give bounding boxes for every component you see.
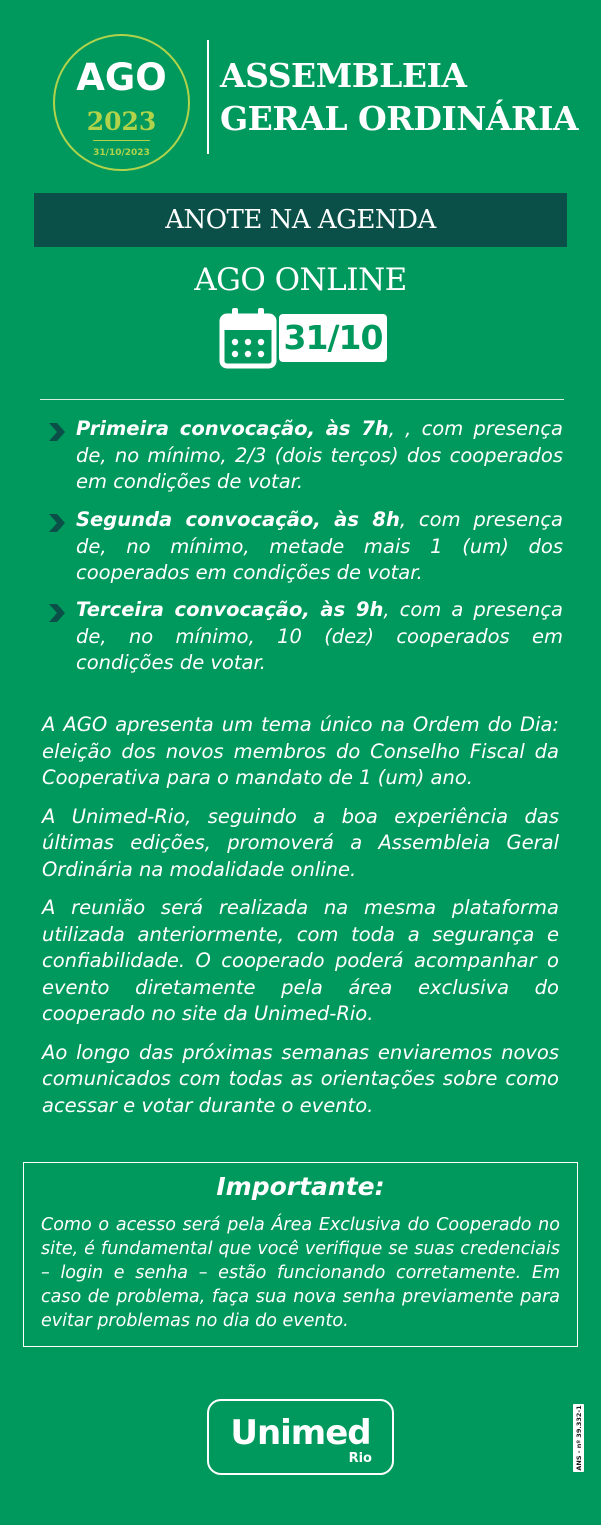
convocation-item — [45, 597, 563, 677]
ago-online-heading: AGO ONLINE — [194, 262, 407, 298]
convocation-lead: Terceira convocação, às 9h — [76, 598, 384, 621]
convocation-rest: , com a presença de, no mínimo, 10 (dez) cooperados em condições de votar. — [76, 598, 563, 674]
ago-badge — [53, 34, 190, 171]
badge-ago-label: AGO — [76, 56, 167, 99]
paragraph: A AGO apresenta um tema único na Ordem do Dia: eleição dos novos membros do Conselho Fiscal da Cooperativa para o mandato de 1 (um) ano. — [42, 713, 559, 789]
chevron-right-icon — [45, 602, 67, 624]
important-title: Importante: — [216, 1172, 385, 1201]
badge-year: 2023 — [86, 107, 157, 136]
calendar-icon — [218, 306, 278, 370]
section-divider — [40, 399, 564, 400]
logo-name: Unimed — [230, 1413, 371, 1453]
chevron-right-icon — [45, 512, 67, 534]
chevron-right-icon — [45, 421, 67, 443]
convocation-rest: , com presença de, no mínimo, metade mais 1 (um) dos cooperados em condições de votar. — [76, 508, 563, 584]
important-text: Como o acesso será pela Área Exclusiva do Cooperado no site, é fundamental que você verifique se suas credenciais – login e senha – estão funcionando corretamente. Em caso de problema, faça sua nova senha previamente para evitar problemas no dia do evento. — [41, 1215, 560, 1331]
event-date-badge — [279, 314, 387, 362]
paragraph: A reunião será realizada na mesma plataforma utilizada anteriormente, com toda a segurança e confiabilidade. O cooperado poderá acompanhar o evento diretamente pela área exclusiva do cooperado no site da Unimed-Rio. — [42, 896, 559, 1025]
convocation-lead: Segunda convocação, às 8h — [76, 508, 400, 531]
paragraph: Ao longo das próximas semanas enviaremos novos comunicados com todas as orientações sobre como acessar e votar durante o evento. — [42, 1040, 559, 1117]
ans-registration-tag — [573, 1404, 584, 1472]
convocation-text — [76, 416, 563, 496]
agenda-banner-label: ANOTE NA AGENDA — [165, 205, 436, 235]
agenda-banner — [34, 193, 567, 247]
header — [0, 30, 601, 175]
convocation-text — [76, 597, 563, 677]
convocation-lead: Primeira convocação, às 7h — [76, 417, 389, 440]
convocation-item — [45, 416, 563, 496]
badge-date: 31/10/2023 — [93, 148, 150, 158]
badge-divider — [93, 140, 150, 141]
logo-sub: Rio — [348, 1451, 372, 1466]
convocation-text — [76, 507, 563, 587]
ans-registration-text: ANS - nº 39.332-1 — [574, 1405, 583, 1471]
title-line-1: ASSEMBLEIA — [220, 56, 467, 95]
paragraph: A Unimed-Rio, seguindo a boa experiência das últimas edições, promoverá a Assembleia Geral Ordinária na modalidade online. — [42, 804, 559, 881]
event-date: 31/10 — [283, 318, 383, 357]
unimed-logo — [207, 1399, 394, 1475]
title-line-2: GERAL ORDINÁRIA — [220, 99, 579, 138]
convocation-rest: , , com presença de, no mínimo, 2/3 (dois terços) dos cooperados em condições de votar. — [76, 417, 564, 493]
important-notice — [23, 1162, 578, 1347]
body-text — [42, 712, 559, 1131]
convocation-item — [45, 507, 563, 587]
page-title — [220, 54, 578, 140]
header-divider — [207, 40, 209, 154]
